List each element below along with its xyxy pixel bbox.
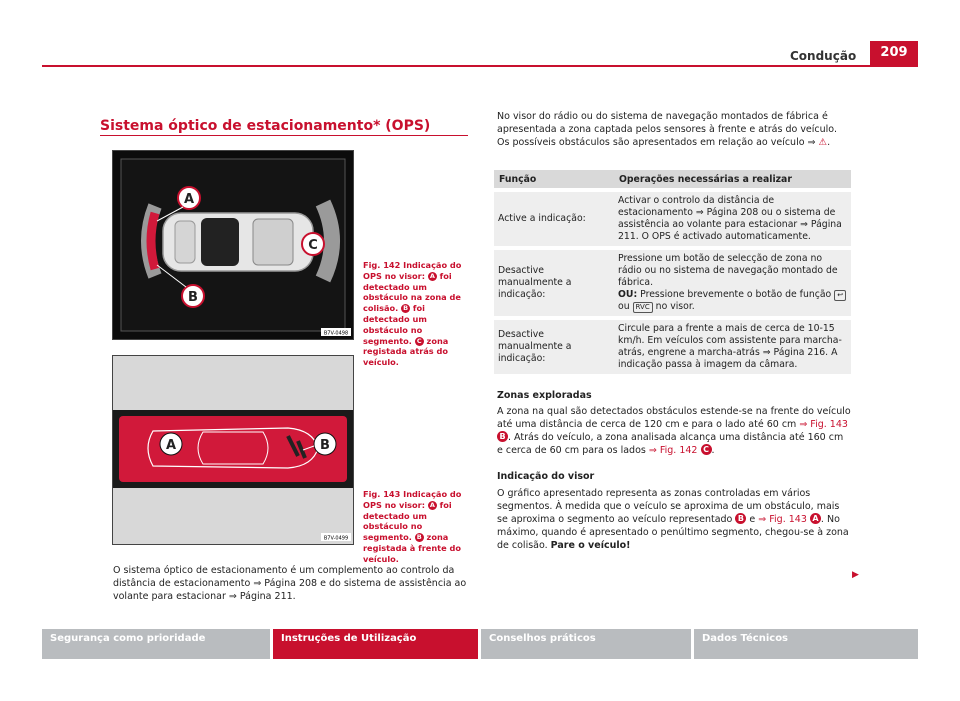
return-key-icon: ↩ xyxy=(834,290,846,301)
continue-arrow-icon: ▶ xyxy=(852,570,859,580)
section-title-rule xyxy=(100,135,468,136)
display-heading: Indicação do visor xyxy=(497,471,595,482)
caption-text: foi detectado um obstáculo no segmento. xyxy=(363,499,452,543)
table-row xyxy=(494,190,851,246)
operations-text: Pressione um botão de selecção de zona no rádio ou no sistema de navegação montado de fábrica. xyxy=(618,253,838,288)
display-text: . No máximo, quando é apresentado o penúltimo segmento, chegou-se à zona de colisão. xyxy=(497,514,849,551)
caption-text: foi detectado um obstáculo no segmento. xyxy=(363,303,427,346)
caption-text: Fig. 143 Indicação do OPS no visor: xyxy=(363,489,462,510)
stop-warning-text: Pare o veículo! xyxy=(550,540,631,551)
footer-tab-safety[interactable]: Segurança como prioridade xyxy=(42,629,270,659)
display-text: O gráfico apresentado representa as zonas controladas em vários segmentos. À medida que o veículo se aproxima de um obstáculo, mais se aproxima o segmento ao veículo representado xyxy=(497,488,840,525)
intro-text: No visor do rádio ou do sistema de navegação montados de fábrica é apresentada a zona captada pelos sensores à frente e atrás do veículo. Os possíveis obstáculos são apresentados em relação ao veículo ⇒ xyxy=(497,111,837,148)
footer-tab-practical-tips[interactable]: Conselhos práticos xyxy=(481,629,691,659)
function-table xyxy=(494,168,851,376)
table-header-operations: Operações necessárias a realizar xyxy=(614,170,851,188)
intro-paragraph: O sistema óptico de estacionamento é um complemento ao controlo da distância de estacionamento ⇒ Página 208 e do sistema de assistência ao volante para estacionar ⇒ Página 211. xyxy=(113,565,467,602)
warning-icon: ⚠ xyxy=(818,137,828,148)
zones-text: . Atrás do veículo, a zona analisada alcança uma distância até 160 cm e cerca de 60 cm para os lados xyxy=(497,432,844,456)
table-cell-function: Active a indicação: xyxy=(494,190,614,246)
rvc-key: RVC xyxy=(633,302,653,313)
table-cell-operations xyxy=(614,248,851,316)
figure-142-label-a: A xyxy=(183,192,195,207)
figure-142-link[interactable]: ⇒ Fig. 142 xyxy=(648,445,698,456)
header-rule xyxy=(42,65,918,67)
callout-a-badge: A xyxy=(429,271,435,280)
figure-142 xyxy=(112,150,354,340)
figure-143-label-a: A xyxy=(165,438,177,453)
footer-tab-instructions[interactable]: Instruções de Utilização xyxy=(273,629,478,659)
display-text: e xyxy=(746,514,759,525)
figure-143-illustration xyxy=(113,356,353,544)
figure-142-label-c: C xyxy=(308,238,318,253)
or-label: OU: xyxy=(618,289,638,300)
callout-b-badge: B xyxy=(401,304,410,313)
figure-142-label-b: B xyxy=(188,290,198,305)
callout-c-badge: C xyxy=(701,444,712,455)
page-number: 209 xyxy=(870,41,918,65)
table-cell-operations: Circule para a frente a mais de cerca de 10-15 km/h. Em veículos com assistente para marcha-atrás, engrene a marcha-atrás ⇒ Página 216. A indicação passa à imagem da câmara. xyxy=(614,318,851,374)
operations-text: ou xyxy=(618,301,633,312)
caption-text: zona registada à frente do veículo. xyxy=(363,532,461,564)
table-row xyxy=(494,318,851,374)
section-header-title: Condução xyxy=(790,49,857,63)
table-header-row xyxy=(494,170,851,188)
callout-b-badge: B xyxy=(735,513,746,524)
operations-text: Pressione brevemente o botão de função xyxy=(637,289,835,300)
figure-143 xyxy=(112,355,354,545)
table-header-function: Função xyxy=(494,170,614,188)
callout-a-badge: A xyxy=(429,500,435,509)
operations-text: no visor. xyxy=(652,301,695,312)
callout-c-badge: C xyxy=(415,337,424,346)
caption-text: foi detectado um obstáculo na zona de colisão. xyxy=(363,270,461,314)
figure-143-link[interactable]: ⇒ Fig. 143 xyxy=(799,419,848,430)
figure-142-code: B7V-0498 xyxy=(323,330,349,337)
table-cell-function: Desactive manualmente a indicação: xyxy=(494,248,614,316)
caption-text: zona registada atrás do veículo. xyxy=(363,335,449,368)
figure-142-illustration xyxy=(113,151,353,339)
figure-143-caption xyxy=(363,489,473,565)
zones-paragraph xyxy=(497,405,852,457)
table-cell-function: Desactive manualmente a indicação: xyxy=(494,318,614,374)
right-intro-paragraph: No visor do rádio ou do sistema de navegação montados de fábrica é apresentada a zona captada pelos sensores à frente e atrás do veículo. Os possíveis obstáculos são apresentados em relação ao veículo ⇒ ⚠. xyxy=(497,111,837,148)
figure-143-label-b: B xyxy=(320,438,330,453)
table-cell-operations: Activar o controlo da distância de estacionamento ⇒ Página 208 ou o sistema de assistência ao volante para estacionar ⇒ Página 211. O OPS é activado automaticamente. xyxy=(614,190,851,246)
caption-text: Fig. 142 Indicação do OPS no visor: xyxy=(363,260,462,281)
callout-b-badge: B xyxy=(497,431,508,442)
figure-143-link[interactable]: ⇒ Fig. 143 xyxy=(758,514,807,525)
callout-b-badge: B xyxy=(415,533,424,542)
zones-text: . xyxy=(711,445,715,456)
display-paragraph xyxy=(497,487,852,552)
footer-tab-technical-data[interactable]: Dados Técnicos xyxy=(694,629,918,659)
zones-text: A zona na qual são detectados obstáculos estende-se na frente do veículo até uma distância de cerca de 120 cm e para o lado até 60 cm xyxy=(497,406,851,430)
figure-143-code: B7V-0499 xyxy=(323,535,349,542)
callout-a-badge: A xyxy=(810,513,821,524)
table-row xyxy=(494,248,851,316)
section-title: Sistema óptico de estacionamento* (OPS) xyxy=(100,118,431,134)
zones-heading: Zonas exploradas xyxy=(497,390,592,401)
figure-142-caption xyxy=(363,260,473,368)
